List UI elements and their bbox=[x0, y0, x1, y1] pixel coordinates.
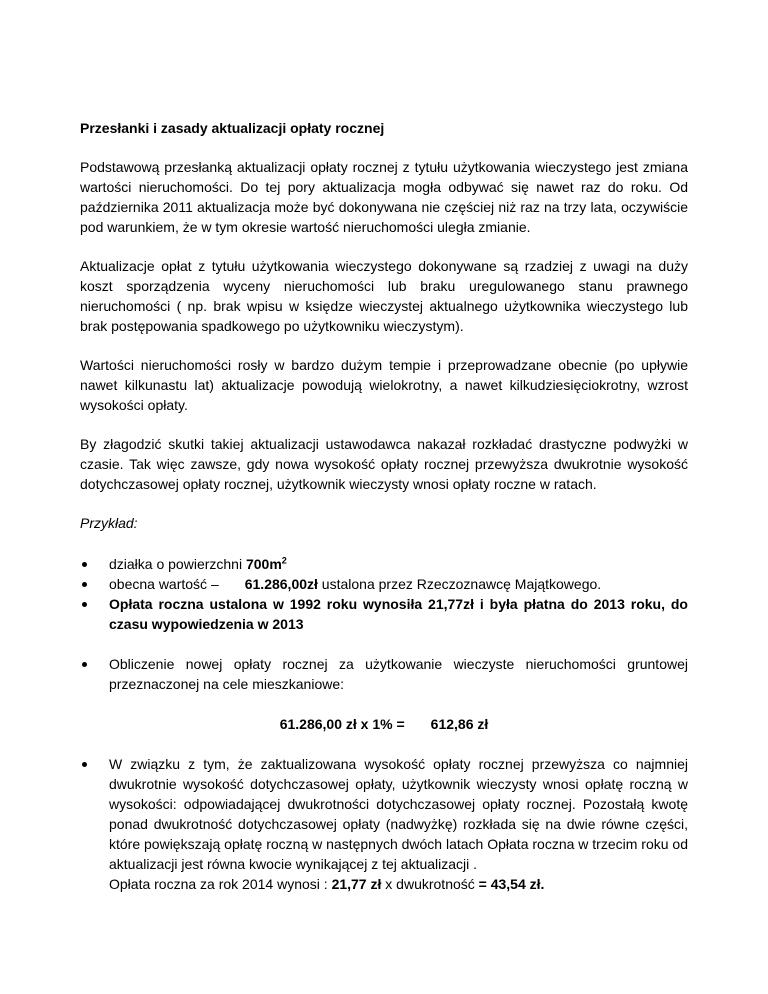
list-item-final: W związku z tym, że zaktualizowana wysokość opłaty rocznej przewyższa co najmniej dwukrotnie wysokość dotychczasowej opłaty, użytkownik wieczysty wnosi opłatę roczną w wysokości: odpowiadającej dwukrotności dotychczasowej opłaty rocznej. Pozostałą kwotę ponad dwukrotność dotychczasowej opłaty (nadwyżkę) rozkłada się na dwie równe części, które powiększają opłatę roczną w następnych dwóch latach Opłata roczna w trzecim roku od aktualizacji jest równa kwocie wynikającej z tej aktualizacji . Opłata roczna za rok 2014 wynosi : 21,77 zł x dwukrotność = 43,54 zł. bbox=[80, 754, 688, 894]
value-amount: 61.286,00zł bbox=[244, 576, 318, 592]
example-list bbox=[80, 554, 688, 694]
list-item-area: działka o powierzchni $700m^2$ bbox=[80, 554, 688, 574]
formula: 61.286,00 zł x 1% = 612,86 zł bbox=[279, 716, 489, 732]
example-list-2 bbox=[80, 754, 688, 894]
paragraph-2: Aktualizacje opłat z tytułu użytkowania wieczystego dokonywane są rzadziej z uwagi na duży koszt sporządzenia wyceny nieruchomości lub braku uregulowanego stanu prawnego nieruchomości ( np. brak wpisu w księdze wieczystej aktualnego użytkownika wieczystego lub brak postępowania spadkowego po użytkowniku wieczystym). bbox=[80, 258, 688, 334]
area-value: $700m^2$ bbox=[245, 555, 287, 572]
list-item-fee-1992: Opłata roczna ustalona w 1992 roku wynosiła 21,77zł i była płatna do 2013 roku, do czasu wypowiedzenia w 2013 bbox=[80, 594, 688, 634]
paragraph-4: By złagodzić skutki takiej aktualizacji ustawodawca nakazał rozkładać drastyczne podwyżki w czasie. Tak więc zawsze, gdy nowa wysokość opłaty rocznej przewyższa dwukrotnie wysokość dotychczasowej opłaty rocznej, użytkownik wieczysty wnosi opłaty roczne w ratach. bbox=[80, 436, 688, 492]
paragraph-3: Wartości nieruchomości rosły w bardzo dużym tempie i przeprowadzane obecnie (po upływie nawet kilkunastu lat) aktualizacje powodują wielokrotny, a nawet kilkudziesięciokrotny, wzrost wysokości opłaty. bbox=[80, 357, 688, 413]
page-title: Przesłanki i zasady aktualizacji opłaty rocznej bbox=[80, 120, 385, 136]
paragraph-1: Podstawową przesłanką aktualizacji opłaty rocznej z tytułu użytkowania wieczystego jest zmiana wartości nieruchomości. Do tej pory aktualizacja mogła odbywać się nawet raz do roku. Od października 2011 aktualizacja może być dokonywana nie częściej niż raz na trzy lata, oczywiście pod warunkiem, że w tym okresie wartość nieruchomości uległa zmianie. bbox=[80, 159, 688, 235]
list-item-calculation: Obliczenie nowej opłaty rocznej za użytkowanie wieczyste nieruchomości gruntowej przeznaczonej na cele mieszkaniowe: bbox=[80, 654, 688, 694]
example-label: Przykład: bbox=[80, 515, 138, 531]
document-page bbox=[80, 118, 688, 894]
list-item-value: obecna wartość – 61.286,00zł ustalona przez Rzeczoznawcę Majątkowego. bbox=[80, 574, 688, 594]
